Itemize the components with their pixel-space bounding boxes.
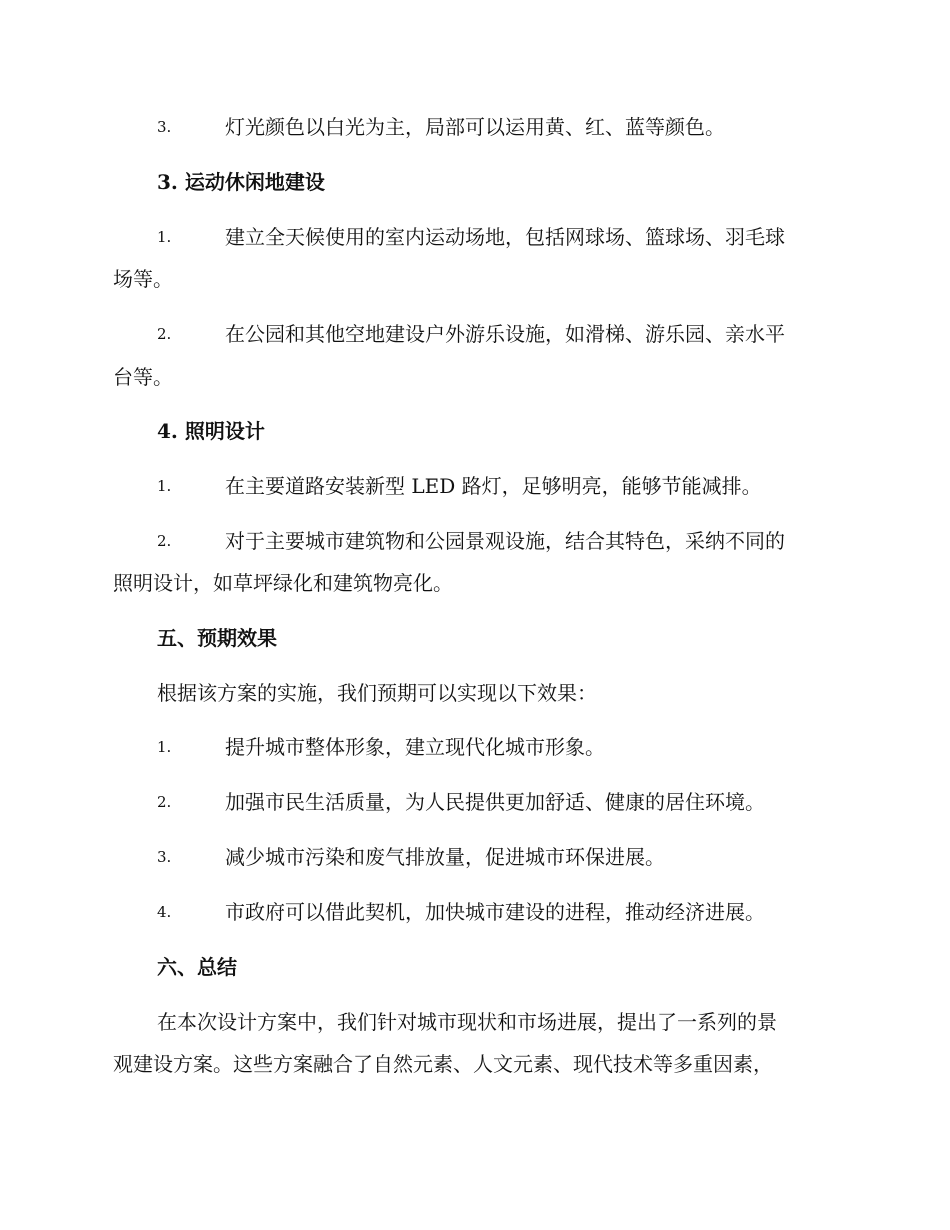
summary-text-continued: 观建设方案。这些方案融合了自然元素、人文元素、现代技术等多重因素， (113, 1052, 773, 1076)
list-number: 2. (157, 325, 172, 343)
list-number: 1. (157, 738, 172, 756)
list-number: 1. (157, 477, 172, 495)
heading-effects: 五、预期效果 (157, 626, 277, 650)
summary-text: 在本次设计方案中，我们针对城市现状和市场进展，提出了一系列的景 (157, 1010, 777, 1034)
list-text: 减少城市污染和废气排放量，促进城市环保进展。 (225, 845, 665, 869)
list-number: 2. (157, 532, 172, 550)
list-number: 3. (157, 118, 172, 136)
list-text: 对于主要城市建筑物和公园景观设施，结合其特色，采纳不同的 (225, 529, 785, 553)
effects-intro: 根据该方案的实施，我们预期可以实现以下效果： (157, 681, 597, 705)
list-text: 提升城市整体形象，建立现代化城市形象。 (225, 735, 605, 759)
heading-sports: 3. 运动休闲地建设 (157, 170, 325, 194)
list-text: 加强市民生活质量，为人民提供更加舒适、健康的居住环境。 (225, 790, 765, 814)
list-text-continued: 台等。 (113, 365, 173, 389)
list-text-continued: 照明设计，如草坪绿化和建筑物亮化。 (113, 571, 453, 595)
list-number: 2. (157, 793, 172, 811)
list-number: 3. (157, 848, 172, 866)
heading-summary: 六、总结 (157, 955, 237, 979)
list-text: 市政府可以借此契机，加快城市建设的进程，推动经济进展。 (225, 900, 765, 924)
list-text: 在公园和其他空地建设户外游乐设施，如滑梯、游乐园、亲水平 (225, 322, 785, 346)
list-text: 建立全天候使用的室内运动场地，包括网球场、篮球场、羽毛球 (225, 225, 785, 249)
list-text-continued: 场等。 (113, 267, 173, 291)
list-text: 灯光颜色以白光为主，局部可以运用黄、红、蓝等颜色。 (225, 115, 725, 139)
list-text: 在主要道路安装新型 LED 路灯，足够明亮，能够节能减排。 (225, 474, 762, 498)
list-number: 1. (157, 228, 172, 246)
list-number: 4. (157, 903, 172, 921)
heading-lighting: 4. 照明设计 (157, 419, 265, 443)
